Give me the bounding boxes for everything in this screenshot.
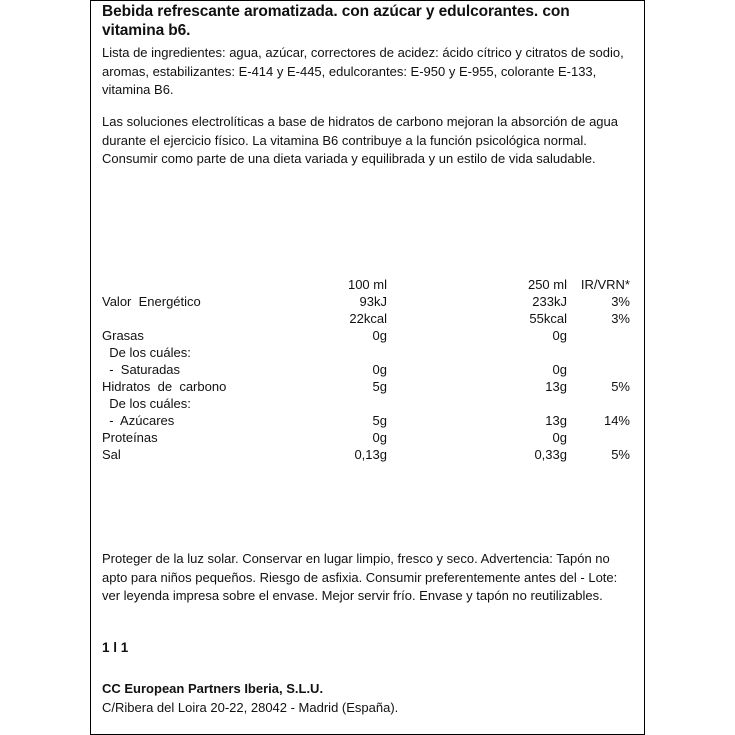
nutrition-value-100ml: 0g	[372, 328, 387, 343]
nutrition-header-ir: IR/VRN*	[580, 277, 630, 292]
nutrition-value-250ml: 233kJ	[532, 294, 567, 309]
nutrition-label: Proteínas	[102, 430, 158, 445]
nutrition-value-100ml: 93kJ	[359, 294, 387, 309]
nutrition-value-100ml: 0g	[372, 362, 387, 377]
nutrition-value-250ml: 0g	[552, 362, 567, 377]
nutrition-row	[102, 395, 632, 412]
nutrition-row	[102, 361, 632, 378]
company-address: C/Ribera del Loira 20-22, 28042 - Madrid (España).	[102, 700, 399, 715]
nutrition-row	[102, 327, 632, 344]
nutrition-value-100ml: 22kcal	[349, 311, 387, 326]
nutrition-value-ir: 3%	[611, 294, 630, 309]
nutrition-label: Grasas	[102, 328, 144, 343]
nutrition-row	[102, 310, 632, 327]
nutrition-row	[102, 293, 632, 310]
storage-warnings-text: Proteger de la luz solar. Conservar en lugar limpio, fresco y seco. Advertencia: Tapón no apto para niños pequeños. Riesgo de asfixia. Consumir preferentemente antes del - Lote: ver leyenda impresa sobre el envase. Mejor servir frío. Envase y tapón no reutilizables.	[102, 551, 618, 603]
ingredients-text: Lista de ingredientes: agua, azúcar, correctores de acidez: ácido cítrico y citratos de sodio, aromas, estabilizantes: E-414 y E-445, edulcorantes: E-950 y E-955, colorante E-133, vitamina B6.	[102, 45, 624, 97]
nutrition-table	[102, 276, 632, 463]
health-claims-text: Las soluciones electrolíticas a base de hidratos de carbono mejoran la absorción de agua durante el ejercicio físico. La vitamina B6 contribuye a la función psicológica normal. Consumir como parte de una dieta variada y equilibrada y un estilo de vida saludable.	[102, 114, 618, 166]
volume-text: 1 l 1	[102, 640, 129, 655]
nutrition-value-ir: 3%	[611, 311, 630, 326]
nutrition-header-100ml: 100 ml	[347, 277, 387, 292]
nutrition-label: Sal	[102, 447, 121, 462]
nutrition-value-250ml: 0,33g	[534, 447, 567, 462]
nutrition-value-100ml: 5g	[372, 413, 387, 428]
nutrition-label: Hidratos de carbono	[102, 379, 227, 394]
nutrition-row	[102, 412, 632, 429]
nutrition-label: De los cuáles:	[102, 396, 191, 411]
nutrition-label: - Azúcares	[102, 413, 175, 428]
nutrition-header-row	[102, 276, 632, 293]
nutrition-row	[102, 446, 632, 463]
nutrition-value-250ml: 0g	[552, 328, 567, 343]
nutrition-value-ir: 5%	[611, 447, 630, 462]
company-name: CC European Partners Iberia, S.L.U.	[102, 681, 324, 696]
nutrition-value-250ml: 55kcal	[529, 311, 567, 326]
nutrition-row	[102, 344, 632, 361]
nutrition-value-ir: 5%	[611, 379, 630, 394]
product-title: Bebida refrescante aromatizada. con azúcar y edulcorantes. con vitamina b6.	[102, 3, 570, 39]
nutrition-header-250ml: 250 ml	[527, 277, 567, 292]
nutrition-row	[102, 378, 632, 395]
nutrition-row	[102, 429, 632, 446]
nutrition-label: Valor Energético	[102, 294, 201, 309]
nutrition-label: - Saturadas	[102, 362, 181, 377]
nutrition-value-250ml: 13g	[545, 379, 567, 394]
nutrition-value-250ml: 13g	[545, 413, 567, 428]
nutrition-value-100ml: 5g	[372, 379, 387, 394]
nutrition-value-250ml: 0g	[552, 430, 567, 445]
nutrition-value-100ml: 0,13g	[354, 447, 387, 462]
nutrition-value-ir: 14%	[603, 413, 630, 428]
nutrition-label: De los cuáles:	[102, 345, 191, 360]
nutrition-value-100ml: 0g	[372, 430, 387, 445]
